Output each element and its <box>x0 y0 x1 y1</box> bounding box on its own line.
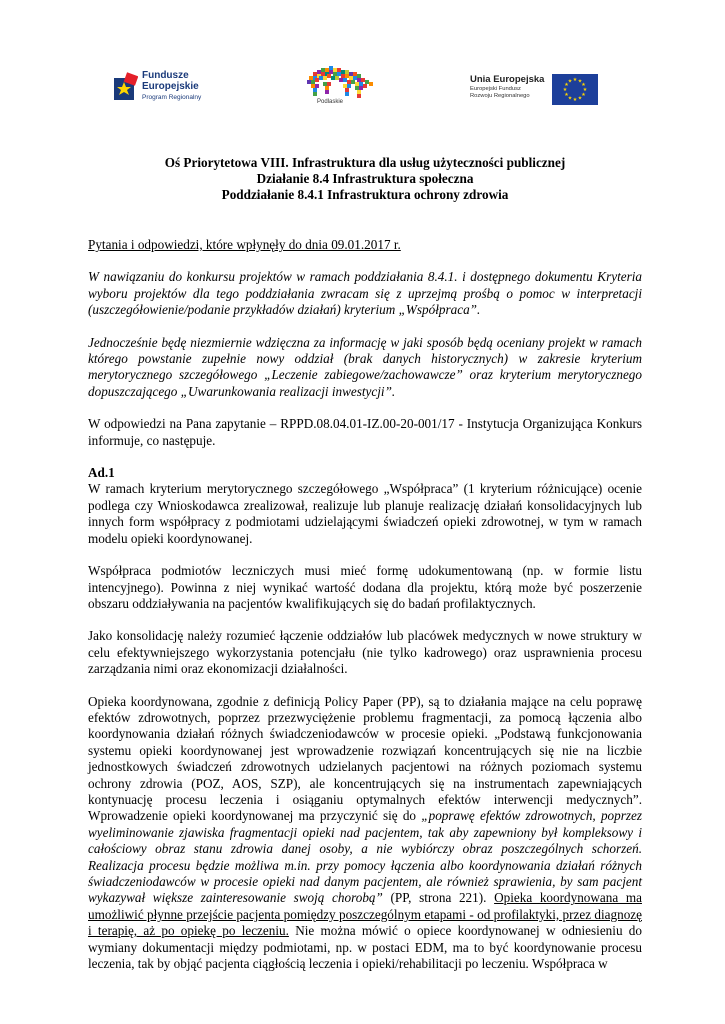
fe-logo-line2: Europejskie <box>142 81 199 92</box>
svg-text:★: ★ <box>578 95 583 102</box>
ad1-paragraph-3: Jako konsolidację należy rozumieć łączenie oddziałów lub placówek medycznych w nowe struktury w celu efektywniejszego wykorzystania potencjału (nie tylko kadrowego) oraz usprawnienia procesu zarządzania nimi oraz ekonomizacji działalności. <box>88 628 642 677</box>
svg-text:★: ★ <box>563 87 568 93</box>
ad1-p4-part-a: Opieka koordynowana, zgodnie z definicją Policy Paper (PP), są to działania mające na celu poprawę efektów zdrowotnych, poprzez przezwyciężenie problemu fragmentacji, za pomocą łączenia albo koordynowania działań różnych świadczeniodawców w procesie opieki. „Podstawą funkcjonowania systemu opieki koordynowanej jest wprowadzenie rozwiązań koncentrujących się nie na liczbie jednostkowych świadczeń zdrowotnych udzielanych pacjentowi na różnych poziomach systemu ochrony zdrowia (POZ, AOS, SZP), ale koncentrujących się na instrumentach zapewniających kontynuację procesu leczenia i osiąganiu optymalnych efektów interwencji medycznych”. Wprowadzenie opieki koordynowanej ma przyczynić się do <box>88 693 642 824</box>
ad1-paragraph-1: W ramach kryterium merytorycznego szczegółowego „Współpraca” (1 kryterium różnicujące) ocenie podlega czy Wnioskodawca zrealizował, realizuje lub planuje realizację działań konsolidacyjnych lub innych form współpracy z podmiotami udzielającymi świadczeń opieki zdrowotnej, w tym w ramach modelu opieki koordynowanej. <box>88 481 642 546</box>
ad1-p4-part-c: Nie można mówić o opiece koordynowanej w odniesieniu do wymiany dokumentacji między podmiotami, np. w postaci EDM, ma to być koordynowanie procesu leczenia, tak by objąć pacjenta ciągłością leczenia i opieki/rehabilitacji po leczeniu. Współpraca w <box>88 923 642 972</box>
ad1-p4-quote: „poprawę efektów zdrowotnych, poprzez wyeliminowanie zjawiska fragmentacji opieki nad pacjentem, tak aby zapewniony był kompleksowy i całościowy obraz stanu zdrowia danej osoby, a nie wybiórczy obraz poszczególnych schorzeń. Realizacja procesu będzie możliwa m.in. przy pomocy łączenia albo koordynowania działań różnych świadczeniodawców w procesie opieki nad danym pacjentem, ale również sprawienia, by sam pacjent wykazywał większe zainteresowanie swoją chorobą” <box>88 808 642 906</box>
fe-logo-line3: Program Regionalny <box>142 94 202 101</box>
svg-text:★: ★ <box>568 95 573 102</box>
svg-text:★: ★ <box>581 82 587 88</box>
svg-text:★: ★ <box>573 77 578 83</box>
svg-text:★: ★ <box>568 78 573 85</box>
podlaskie-logo <box>303 66 381 112</box>
svg-text:★: ★ <box>573 97 578 103</box>
question-paragraph-2: Jednocześnie będę niezmiernie wdzięczna za informację w jaki sposób będą oceniany projekt w ramach którego powstanie zupełnie nowy oddział (brak danych historycznych) w zakresie kryterium merytorycznego szczegółowego „Leczenie zabiegowe/zachowawcze” oraz kryterium merytorycznego dopuszczającego „Uwarunkowania realizacji inwestycji”. <box>88 334 642 399</box>
podlaskie-label: Podlaskie <box>317 99 344 105</box>
eu-logo-line2: Europejski Fundusz <box>470 86 521 92</box>
ad1-p4-part-b: (PP, strona 221). <box>382 890 495 906</box>
ad1-paragraph-2: Współpraca podmiotów leczniczych musi mieć formę udokumentowaną (np. w formie listu intencyjnego). Powinna z niej wynikać wartość dodana dla projektu, którą może być poszerzenie obszaru oddziaływania na pacjentów kwalifikujących się do badań profilaktycznych. <box>88 563 642 611</box>
svg-text:★: ★ <box>564 92 570 98</box>
ad1-paragraph-4 <box>88 694 642 973</box>
eu-logo-line3: Rozwoju Regionalnego <box>470 93 530 99</box>
fe-star-icon <box>112 72 138 102</box>
svg-text:★: ★ <box>581 92 587 98</box>
answer-intro: W odpowiedzi na Pana zapytanie – RPPD.08.04.01-IZ.00-20-001/17 - Instytucja Organizująca Konkurs informuje, co następuje. <box>88 416 642 448</box>
eu-logo <box>470 74 598 105</box>
qa-heading: Pytania i odpowiedzi, które wpłynęły do dnia 09.01.2017 r. <box>88 237 401 252</box>
fe-logo-line1: Fundusze <box>142 70 189 81</box>
ad1-p4-underlined: Opieka koordynowana ma umożliwić płynne przejście pacjenta pomiędzy poszczególnym etapami - od profilaktyki, przez diagnozę i terapię, aż po opiekę po leczeniu. <box>88 890 642 939</box>
document-titles <box>88 155 642 203</box>
svg-text:★: ★ <box>583 87 588 93</box>
title-line2: Działanie 8.4 Infrastruktura społeczna <box>256 171 474 186</box>
svg-text:★: ★ <box>578 78 583 85</box>
svg-text:★: ★ <box>564 82 570 88</box>
title-line3: Poddziałanie 8.4.1 Infrastruktura ochrony zdrowia <box>221 187 509 202</box>
eu-logo-line1: Unia Europejska <box>470 74 545 85</box>
podlaskie-bison-icon <box>303 66 381 100</box>
eu-flag-icon <box>552 74 598 105</box>
ad1-heading: Ad.1 <box>88 465 115 481</box>
logo-bar <box>0 66 725 116</box>
question-paragraph-1: W nawiązaniu do konkursu projektów w ramach poddziałania 8.4.1. i dostępnego dokumentu Kryteria wyboru projektów dla tego poddziałania zwracam się z uprzejmą prośbą o pomoc w interpretacji (uszczegółowienie/podanie przykładów działań) kryterium „Współpraca”. <box>88 269 642 318</box>
document-body <box>88 155 642 972</box>
title-line1: Oś Priorytetowa VIII. Infrastruktura dla usług użyteczności publicznej <box>164 155 566 170</box>
fundusze-europejskie-logo <box>112 70 201 103</box>
